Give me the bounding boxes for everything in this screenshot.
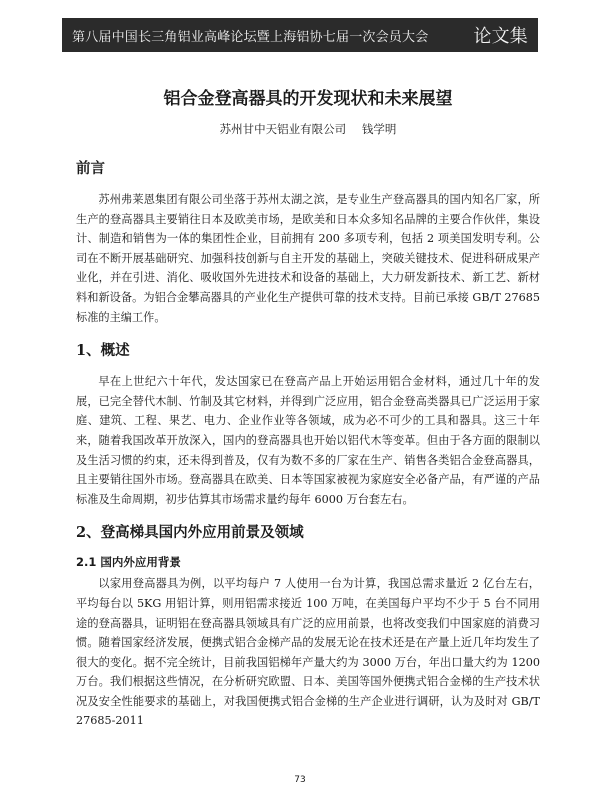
conference-header-banner [62,18,538,52]
section-heading-prospects: 2、登高梯具国内外应用前景及领域 [76,524,304,542]
article-body [76,84,540,743]
proceedings-tag: 论文集 [473,26,528,47]
article-title: 铝合金登高器具的开发现状和未来展望 [163,89,453,109]
author-affiliation: 苏州甘中天铝业有限公司 [219,122,347,136]
subsection-heading-background: 2.1 国内外应用背景 [76,555,181,570]
paragraph-background: 以家用登高器具为例，以平均每户 7 人使用一台为计算，我国总需求量近 2 亿台左右，平均每台以 5KG 用铝计算，则用铝需求接近 100 万吨，在美国每户平均不少于 5 台不同用途的登高器具，证明铝在登高器具领域具有广泛的应用前景，也将改变我们中国家庭的消费习惯。随着国家经济发展，便携式铝合金梯产品的发展无论在技术还是在产量上近几年均发生了很大的变化。据不完全统计，目前我国铝梯年产量大约为 3000 万台，年出口量大约为 1200 万台。我们根据这些情况，在分析研究欧盟、日本、美国等国外便携式铝合金梯的生产技术状况及安全性能要求的基础上，对我国便携式铝合金梯的生产企业进行调研，认为及时对 GB/T 27685-2011 [76,577,540,728]
paragraph-overview: 早在上世纪六十年代，发达国家已在登高产品上开始运用铝合金材料，通过几十年的发展，已完全替代木制、竹制及其它材料，并得到广泛应用，铝合金登高类器具已广泛运用于家庭、建筑、工程、果艺、电力、企业作业等各领域，成为必不可少的工具和器具。这三十年来，随着我国改革开放深入，国内的登高器具也开始以铝代木等变革。但由于各方面的限制以及生活习惯的约束，还未得到普及，仅有为数不多的厂家在生产、销售各类铝合金登高器具，且主要销往国外市场。登高器具在欧美、日本等国家被视为家庭安全必备产品，有严谨的产品标准及生命周期，初步估算其市场需求量约每年 6000 万台套左右。 [76,375,540,506]
paragraph-preface: 苏州弗莱恩集团有限公司坐落于苏州太湖之滨，是专业生产登高器具的国内知名厂家，所生产的登高器具主要销往日本及欧美市场，是欧美和日本众多知名品牌的主要合作伙伴，集设计、制造和销售为一体的集团性企业，目前拥有 200 多项专利，包括 2 项美国发明专利。公司在不断开展基础研究、加强科技创新与自主开发的基础上，突破关键技术、促进科研成果产业化，并在引进、消化、吸收国外先进技术和设备的基础上，大力研发新技术、新工艺、新材料和新设备。为铝合金攀高器具的产业化生产提供可靠的技术支持。目前已承接 GB/T 27685 标准的主编工作。 [76,193,540,324]
section-heading-preface: 前言 [76,160,105,177]
page-number: 73 [294,775,306,785]
byline [76,121,540,137]
conference-title: 第八届中国长三角铝业高峰论坛暨上海铝协七届一次会员大会 [72,29,429,45]
section-heading-overview: 1、概述 [76,342,130,360]
author-name: 钱学明 [361,122,397,136]
